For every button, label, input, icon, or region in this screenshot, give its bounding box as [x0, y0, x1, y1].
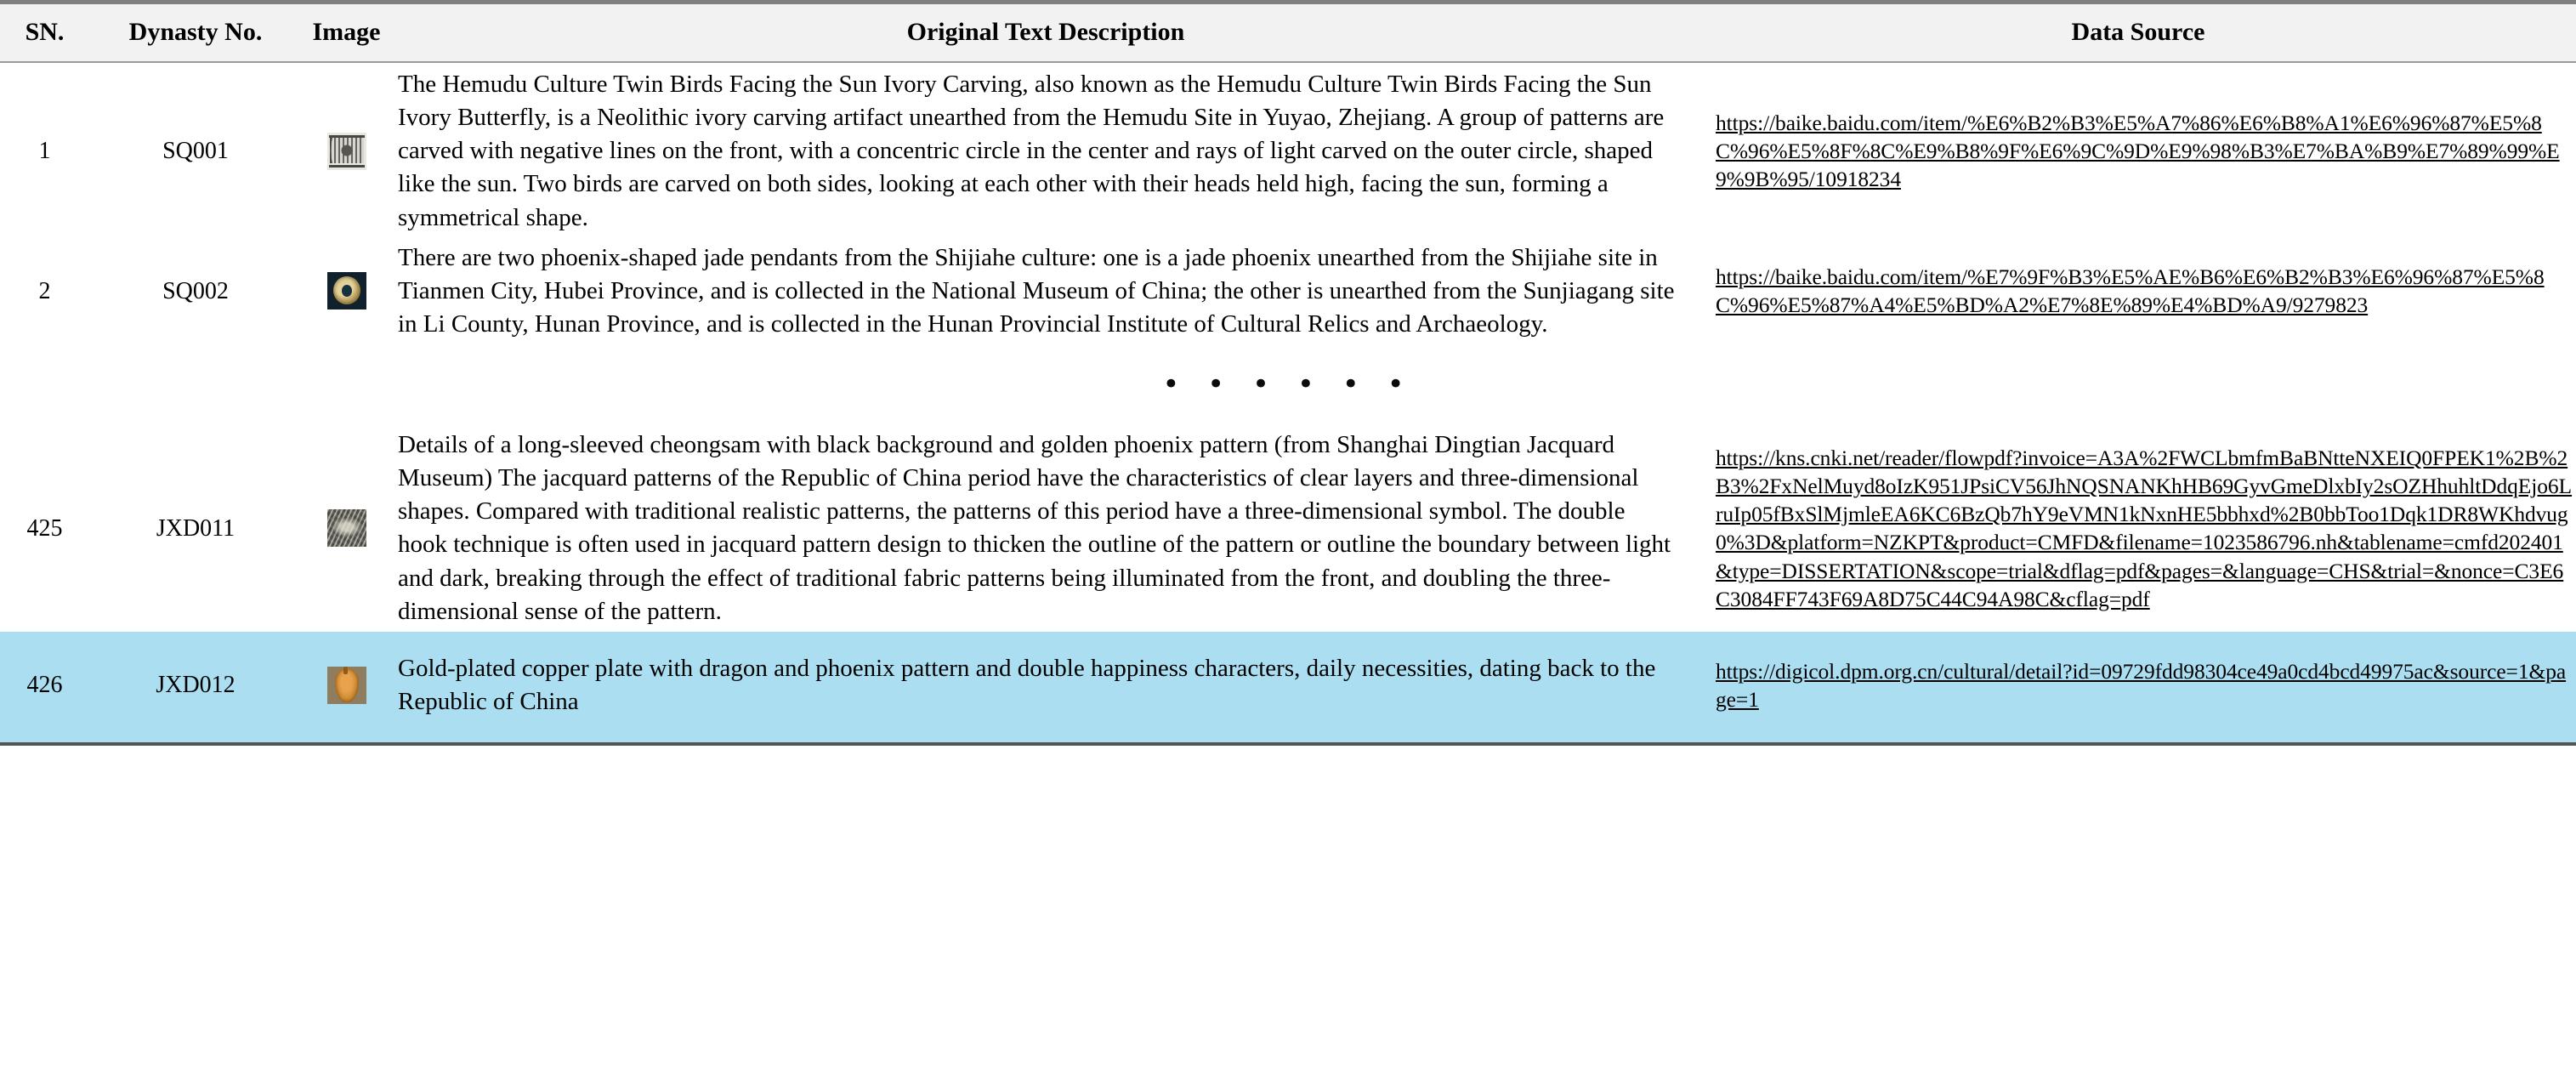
ellipsis-dots: • • • • • • [1162, 367, 1414, 402]
jade-phoenix-pendant-thumbnail-icon [327, 272, 366, 310]
cell-image [302, 632, 391, 744]
cell-dynasty-no: SQ002 [162, 277, 229, 304]
cell-image [302, 238, 391, 346]
cell-description [391, 238, 1700, 346]
column-header-data-source: Data Source [1700, 3, 2576, 63]
table-body [0, 62, 2576, 744]
bottom-rule [0, 744, 2576, 746]
cell-data-source [1700, 238, 2576, 346]
description-text: Gold-plated copper plate with dragon and phoenix pattern and double happiness characters, daily necessities, dating back to the Republic of China [398, 654, 1656, 715]
cell-data-source [1700, 425, 2576, 632]
description-text: Details of a long-sleeved cheongsam with black background and golden phoenix pattern (from Shanghai Dingtian Jacquard Museum) The jacquard patterns of the Republic of China period have the characteristics of clear layers and three-dimensional shapes. Compared with traditional realistic patterns, the patterns of this period have a three-dimensional symbol. The double hook technique is often used in jacquard pattern design to thicken the outline of the pattern or outline the boundary between light and dark, breaking through the effect of traditional fabric patterns being illuminated from the front, and doubling the three-dimensional sense of the pattern. [398, 430, 1671, 625]
cell-dynasty-no: JXD011 [156, 514, 235, 542]
data-source-link[interactable]: https://digicol.dpm.org.cn/cultural/detail?id=09729fdd98304ce49a0cd4bcd49975ac&source=1&page=1 [1716, 658, 2567, 712]
cell-sn: 2 [38, 277, 51, 304]
data-source-link[interactable]: https://kns.cnki.net/reader/flowpdf?invoice=A3A%2FWCLbmfmBaBNtteNXEIQ0FPEK1%2B%2B3%2FxNelMuyd8oIzK951JPsiCV56JhNQSNANKhHB69GyvGmeDlxbIy2sOZHhuhltDdqEjo6LruIp05fBxSlMjmleEA6KC6BzQb7hY9eVMN1kNxnHE5bbhxd%2B0bbToo1Dqk1DR8WKhdvug0%3D&platform=NZKPT&product=CMFD&filename=1023586796.nh&tablename=cmfd202401&type=DISSERTATION&scope=trial&dflag=pdf&pages=&language=CHS&trial=&nonce=C3E6C3084FF743F69A8D75C44C94A98C&cflag=pdf [1716, 445, 2573, 611]
header-row [0, 3, 2576, 63]
column-header-dynasty-no: Dynasty No. [89, 3, 302, 63]
data-source-link[interactable]: https://baike.baidu.com/item/%E7%9F%B3%E5%AE%B6%E6%B2%B3%E6%96%87%E5%8C%96%E5%87%A4%E5%BD%A2%E7%8E%89%E4%BD%A9/9279823 [1716, 264, 2545, 318]
ellipsis-separator-row [0, 346, 2576, 425]
cell-sn: 426 [0, 632, 89, 744]
cell-description [391, 632, 1700, 744]
table-row [0, 425, 2576, 632]
cell-dynasty-no: JXD012 [89, 632, 302, 744]
cell-image [302, 62, 391, 238]
table-row-highlighted [0, 632, 2576, 744]
table-row [0, 62, 2576, 238]
jacquard-fabric-thumbnail-icon [327, 509, 366, 547]
ivory-carving-thumbnail-icon [327, 133, 366, 170]
description-text: There are two phoenix-shaped jade pendants from the Shijiahe culture: one is a jade phoenix unearthed from the Shijiahe site in Tianmen City, Hubei Province, and is collected in the National Museum of China; the other is unearthed from the Sunjiagang site in Li County, Hunan Province, and is collected in the Hunan Provincial Institute of Cultural Relics and Archaeology. [398, 243, 1675, 338]
cell-sn: 1 [38, 138, 51, 165]
cell-sn: 425 [26, 514, 63, 542]
data-source-link[interactable]: https://baike.baidu.com/item/%E6%B2%B3%E5%A7%86%E6%B8%A1%E6%96%87%E5%8C%96%E5%8F%8C%E9%B8%9F%E6%9C%9D%E9%98%B3%E7%BA%B9%E7%89%99%E9%9B%95/10918234 [1716, 111, 2560, 192]
bottom-rule-row [0, 744, 2576, 746]
cell-description [391, 425, 1700, 632]
ellipsis-cell [0, 346, 2576, 425]
column-header-description: Original Text Description [391, 3, 1700, 63]
cell-dynasty-no: SQ001 [162, 138, 229, 165]
table-row [0, 238, 2576, 346]
gold-plated-copper-plate-thumbnail-icon [327, 667, 366, 704]
column-header-sn: SN. [0, 3, 89, 63]
table-header [0, 3, 2576, 63]
cell-data-source [1700, 632, 2576, 744]
column-header-image: Image [302, 3, 391, 63]
table-footer [0, 744, 2576, 746]
description-text: The Hemudu Culture Twin Birds Facing the Sun Ivory Carving, also known as the Hemudu Culture Twin Birds Facing the Sun Ivory Butterfly, is a Neolithic ivory carving artifact unearthed from the Hemudu Site in Yuyao, Zhejiang. A group of patterns are carved with negative lines on the front, with a concentric circle in the center and rays of light carved on the outer circle, shaped like the sun. Two birds are carved on both sides, looking at each other with their heads held high, facing the sun, forming a symmetrical shape. [398, 71, 1665, 231]
cell-data-source [1700, 62, 2576, 238]
cell-image [302, 425, 391, 632]
cell-description [391, 62, 1700, 238]
